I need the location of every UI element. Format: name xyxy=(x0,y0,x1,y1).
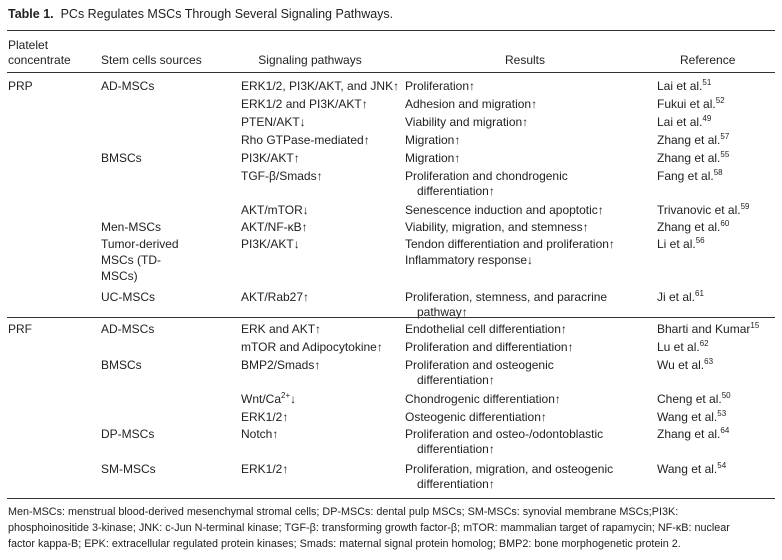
reference-author: Bharti and Kumar xyxy=(657,322,751,336)
reference-number: 55 xyxy=(720,150,730,159)
footnote-line: factor kappa-B; EPK: extracellular regulated protein kinases; Smads: maternal signal protein homolog; BMP2: bone morphogenetic protein 2. xyxy=(8,538,681,550)
result-cell: Proliferation↑ xyxy=(405,79,476,93)
result-cell: Proliferation and osteogenic xyxy=(405,358,554,372)
reference-number: 49 xyxy=(702,114,712,123)
reference-cell xyxy=(657,426,729,442)
header-results: Results xyxy=(504,53,545,67)
signaling-cell: ERK1/2↑ xyxy=(241,410,289,424)
source-prp-ad: AD-MSCs xyxy=(101,79,155,93)
reference-cell xyxy=(657,289,704,305)
signaling-cell: BMP2/Smads↑ xyxy=(241,358,321,372)
reference-author: Lu et al. xyxy=(657,340,700,354)
bottom-rule xyxy=(7,498,775,499)
signaling-cell: mTOR and Adipocytokine↑ xyxy=(241,340,383,354)
reference-number: 62 xyxy=(699,339,709,348)
reference-cell xyxy=(657,219,729,235)
table-caption xyxy=(8,7,393,21)
reference-number: 15 xyxy=(750,321,760,330)
reference-cell xyxy=(657,132,729,148)
reference-cell xyxy=(657,96,725,112)
result-cell-cont: differentiation↑ xyxy=(417,184,495,198)
result-cell: Adhesion and migration↑ xyxy=(405,97,538,111)
group-prp: PRP xyxy=(8,79,33,93)
reference-author: Zhang et al. xyxy=(657,133,721,147)
reference-number: 63 xyxy=(704,357,714,366)
header-reference: Reference xyxy=(680,53,736,67)
reference-cell xyxy=(657,409,726,425)
reference-author: Fang et al. xyxy=(657,169,714,183)
source-td-1: Tumor-derived xyxy=(101,237,179,251)
reference-author: Fukui et al. xyxy=(657,97,716,111)
source-men: Men-MSCs xyxy=(101,220,162,234)
result-cell: Viability and migration↑ xyxy=(405,115,529,129)
reference-author: Cheng et al. xyxy=(657,392,722,406)
reference-author: Zhang et al. xyxy=(657,427,721,441)
result-cell: Chondrogenic differentiation↑ xyxy=(405,392,561,406)
reference-cell xyxy=(657,202,750,218)
footnote-line: phosphoinositide 3-kinase; JNK: c-Jun N-terminal kinase; TGF-β: transforming growth factor-β; mTOR: mammalian target of rapamycin; NF-κB: nuclear xyxy=(8,522,730,534)
result-cell-cont: differentiation↑ xyxy=(417,442,495,456)
signaling-cell: Rho GTPase-mediated↑ xyxy=(241,133,370,147)
reference-author: Ji et al. xyxy=(657,290,696,304)
reference-number: 58 xyxy=(713,168,723,177)
signaling-cell xyxy=(241,391,296,407)
header-signaling: Signaling pathways xyxy=(258,53,362,67)
reference-cell xyxy=(657,150,729,166)
reference-number: 52 xyxy=(715,96,725,105)
reference-cell xyxy=(657,236,705,252)
reference-cell xyxy=(657,78,711,94)
result-cell: Migration↑ xyxy=(405,133,461,147)
group-prf: PRF xyxy=(8,322,32,336)
result-cell-cont: differentiation↑ xyxy=(417,477,495,491)
result-cell: Proliferation and differentiation↑ xyxy=(405,340,574,354)
signaling-cell: ERK and AKT↑ xyxy=(241,322,322,336)
signaling-cell: AKT/Rab27↑ xyxy=(241,290,310,304)
header-platelet-1: Platelet xyxy=(8,38,49,52)
header-platelet-2: concentrate xyxy=(8,53,71,67)
reference-author: Wang et al. xyxy=(657,410,718,424)
reference-author: Zhang et al. xyxy=(657,151,721,165)
reference-author: Lai et al. xyxy=(657,79,703,93)
signaling-arrow: ↓ xyxy=(290,392,297,406)
result-cell: Senescence induction and apoptotic↑ xyxy=(405,203,604,217)
reference-author: Zhang et al. xyxy=(657,220,721,234)
source-prf-ad: AD-MSCs xyxy=(101,322,155,336)
signaling-cell: ERK1/2 and PI3K/AKT↑ xyxy=(241,97,368,111)
reference-number: 57 xyxy=(720,132,730,141)
result-cell: Osteogenic differentiation↑ xyxy=(405,410,547,424)
result-cell-cont: differentiation↑ xyxy=(417,373,495,387)
reference-number: 59 xyxy=(740,202,750,211)
reference-cell xyxy=(657,461,726,477)
signaling-cell: PI3K/AKT↑ xyxy=(241,151,300,165)
reference-number: 64 xyxy=(720,426,730,435)
reference-number: 54 xyxy=(717,461,727,470)
source-uc: UC-MSCs xyxy=(101,290,155,304)
reference-author: Wu et al. xyxy=(657,358,705,372)
reference-author: Li et al. xyxy=(657,237,696,251)
result-cell-cont: Inflammatory response↓ xyxy=(405,253,534,267)
result-cell-cont: pathway↑ xyxy=(417,305,468,319)
result-cell: Endothelial cell differentiation↑ xyxy=(405,322,567,336)
reference-cell xyxy=(657,321,759,337)
footnote-line: Men-MSCs: menstrual blood-derived mesenchymal stromal cells; DP-MSCs: dental pulp MSCs; SM-MSCs: synovial membrane MSCs;PI3K: xyxy=(8,506,679,518)
reference-number: 51 xyxy=(702,78,712,87)
reference-cell xyxy=(657,357,713,373)
signaling-cell: TGF-β/Smads↑ xyxy=(241,169,323,183)
reference-number: 50 xyxy=(721,391,731,400)
signaling-cell: Notch↑ xyxy=(241,427,279,441)
signaling-cell: AKT/mTOR↓ xyxy=(241,203,309,217)
result-cell: Proliferation, stemness, and paracrine xyxy=(405,290,608,304)
result-cell: Viability, migration, and stemness↑ xyxy=(405,220,589,234)
signaling-cell: ERK1/2, PI3K/AKT, and JNK↑ xyxy=(241,79,400,93)
signaling-cell: PTEN/AKT↓ xyxy=(241,115,306,129)
result-cell: Proliferation and chondrogenic xyxy=(405,169,568,183)
reference-cell xyxy=(657,339,709,355)
source-prp-bm: BMSCs xyxy=(101,151,142,165)
reference-number: 60 xyxy=(720,219,730,228)
header-source: Stem cells sources xyxy=(101,53,202,67)
result-cell: Proliferation and osteo-/odontoblastic xyxy=(405,427,604,441)
caption-label: Table 1. xyxy=(8,7,54,21)
source-dp: DP-MSCs xyxy=(101,427,155,441)
source-td-2: MSCs (TD- xyxy=(101,253,161,267)
source-sm: SM-MSCs xyxy=(101,462,156,476)
reference-cell xyxy=(657,168,723,184)
reference-number: 56 xyxy=(695,236,705,245)
source-td-3: MSCs) xyxy=(101,269,138,283)
header-rule xyxy=(7,72,775,73)
signaling-cell: AKT/NF-κB↑ xyxy=(241,220,308,234)
reference-cell xyxy=(657,391,731,407)
signaling-superscript: 2+ xyxy=(281,391,291,400)
signaling-text: Wnt/Ca xyxy=(241,392,282,406)
reference-author: Trivanovic et al. xyxy=(657,203,741,217)
signaling-cell: PI3K/AKT↓ xyxy=(241,237,300,251)
reference-number: 61 xyxy=(695,289,704,298)
reference-number: 53 xyxy=(717,409,727,418)
reference-author: Wang et al. xyxy=(657,462,718,476)
reference-author: Lai et al. xyxy=(657,115,703,129)
section-rule xyxy=(7,317,775,318)
source-prf-bm: BMSCs xyxy=(101,358,142,372)
top-rule xyxy=(7,30,775,31)
result-cell: Proliferation, migration, and osteogenic xyxy=(405,462,614,476)
reference-cell xyxy=(657,114,711,130)
signaling-cell: ERK1/2↑ xyxy=(241,462,289,476)
caption-text: PCs Regulates MSCs Through Several Signaling Pathways. xyxy=(60,7,394,21)
result-cell: Migration↑ xyxy=(405,151,461,165)
result-cell: Tendon differentiation and proliferation↑ xyxy=(405,237,615,251)
